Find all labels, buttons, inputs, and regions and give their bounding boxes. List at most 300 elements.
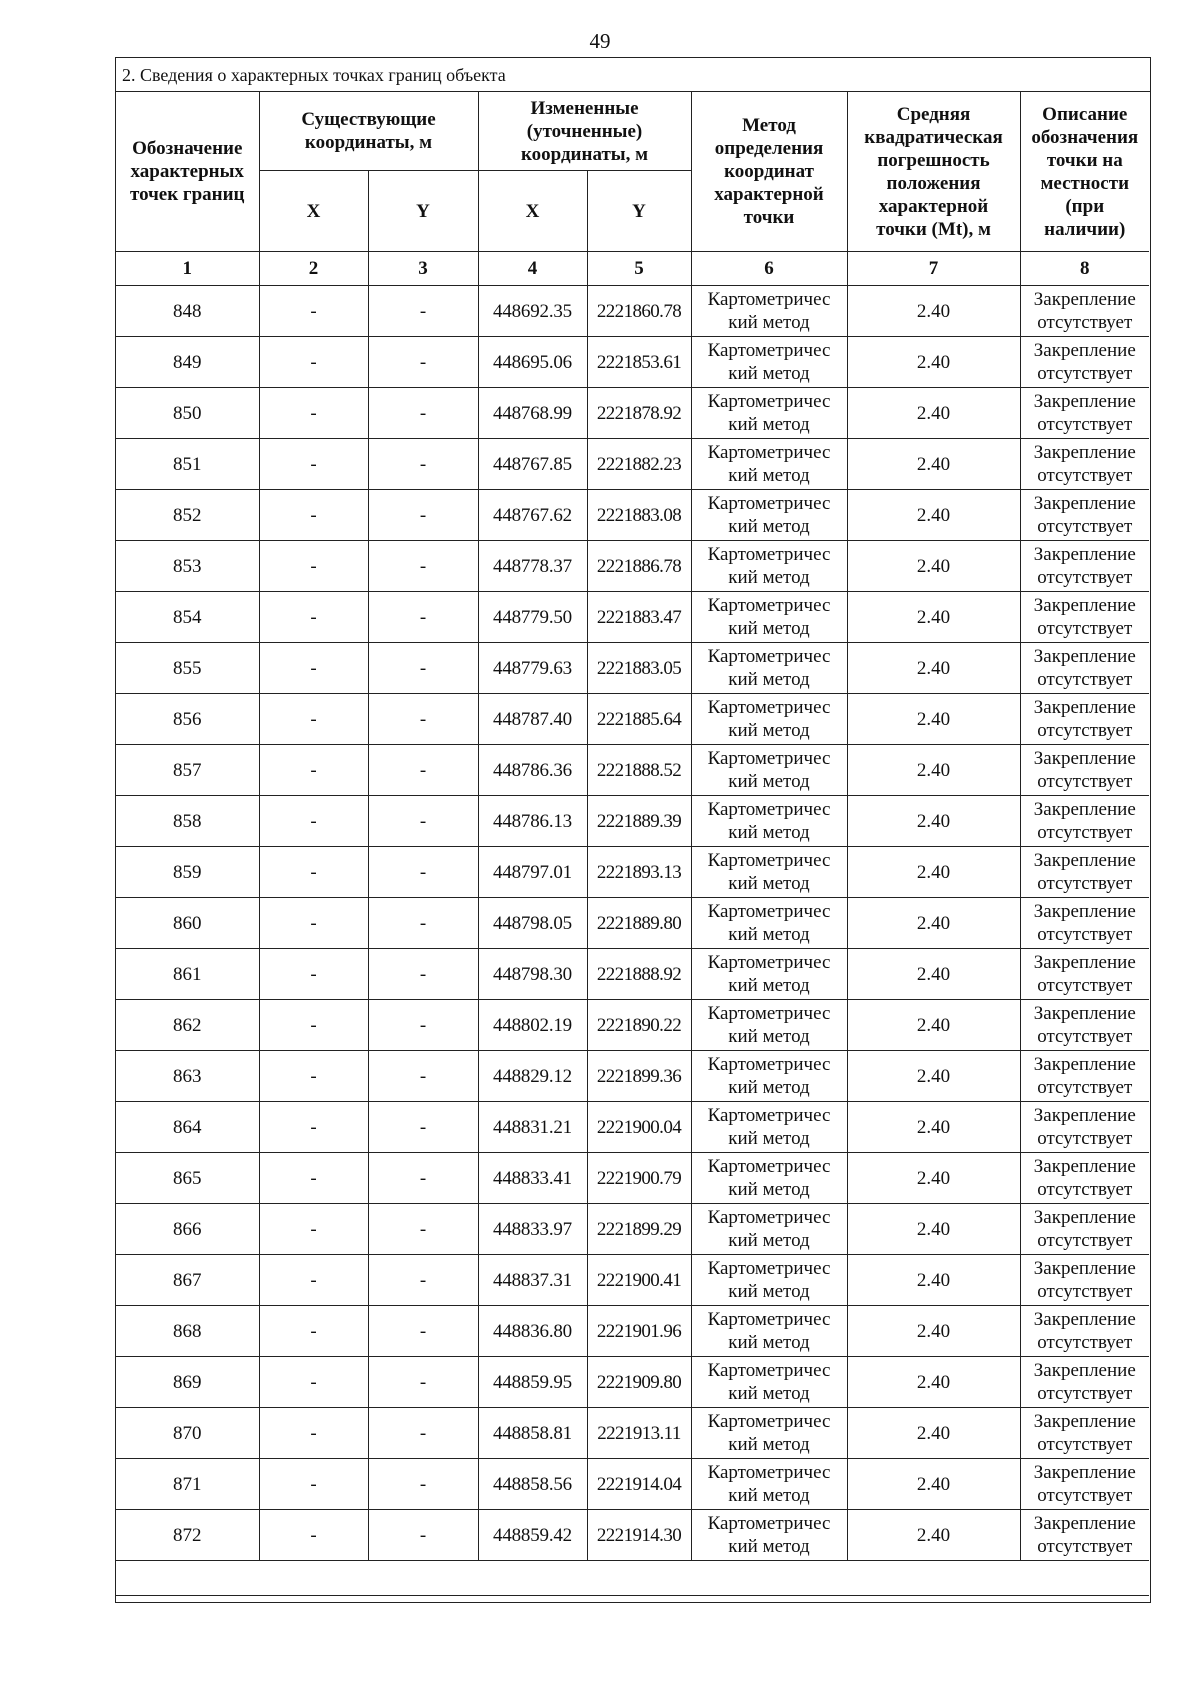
- cell-text-line: Картометричес: [707, 1003, 831, 1024]
- point-id-cell: 853: [116, 541, 259, 592]
- description-cell: [1020, 337, 1149, 388]
- point-id-cell: 865: [116, 1153, 259, 1204]
- existing-x-cell: -: [259, 643, 368, 694]
- cell-text-line: Закрепление: [1033, 391, 1136, 412]
- cell-text-line: кий метод: [728, 771, 810, 792]
- method-cell: [691, 1408, 847, 1459]
- point-id-cell: 857: [116, 745, 259, 796]
- cell-text-line: погрешность: [877, 149, 990, 171]
- cell-text-line: Картометричес: [707, 442, 831, 463]
- description-cell: [1020, 1459, 1149, 1510]
- existing-y-cell: -: [368, 1510, 478, 1561]
- existing-y-cell: -: [368, 1000, 478, 1051]
- changed-x-cell: 448831.21: [478, 1102, 587, 1153]
- method-cell: [691, 541, 847, 592]
- changed-y-cell: 2221878.92: [587, 388, 691, 439]
- error-cell: 2.40: [847, 898, 1020, 949]
- changed-x-cell: 448859.42: [478, 1510, 587, 1561]
- cell-text-line: Картометричес: [707, 1258, 831, 1279]
- existing-x-cell: -: [259, 1459, 368, 1510]
- existing-y-cell: -: [368, 1102, 478, 1153]
- cell-text-line: Картометричес: [707, 952, 831, 973]
- method-cell: [691, 1255, 847, 1306]
- changed-y-cell: 2221883.47: [587, 592, 691, 643]
- error-cell: 2.40: [847, 1000, 1020, 1051]
- existing-y-cell: -: [368, 1051, 478, 1102]
- column-number: 6: [691, 252, 847, 286]
- changed-y-cell: 2221899.29: [587, 1204, 691, 1255]
- description-cell: [1020, 490, 1149, 541]
- header-existing-x: X: [259, 171, 368, 252]
- cell-text-line: Средняя: [896, 103, 971, 125]
- existing-y-cell: -: [368, 898, 478, 949]
- error-cell: 2.40: [847, 949, 1020, 1000]
- cell-text-line: Картометричес: [707, 340, 831, 361]
- header-row-top: [116, 92, 1149, 171]
- method-cell: [691, 1204, 847, 1255]
- cell-text-line: Закрепление: [1033, 1258, 1136, 1279]
- existing-y-cell: -: [368, 286, 478, 337]
- table-row: [116, 490, 1149, 541]
- table-row: [116, 898, 1149, 949]
- description-cell: [1020, 1408, 1149, 1459]
- existing-y-cell: -: [368, 1153, 478, 1204]
- error-cell: 2.40: [847, 1255, 1020, 1306]
- changed-x-cell: 448768.99: [478, 388, 587, 439]
- existing-x-cell: -: [259, 286, 368, 337]
- description-cell: [1020, 898, 1149, 949]
- method-cell: [691, 1306, 847, 1357]
- cell-text-line: Картометричес: [707, 544, 831, 565]
- error-cell: 2.40: [847, 643, 1020, 694]
- cell-text-line: Закрепление: [1033, 1207, 1136, 1228]
- table-row: [116, 1255, 1149, 1306]
- point-id-cell: 855: [116, 643, 259, 694]
- cell-text-line: отсутствует: [1037, 1332, 1133, 1353]
- cell-text-line: отсутствует: [1037, 1536, 1133, 1557]
- cell-text-line: кий метод: [728, 414, 810, 435]
- cell-text-line: Картометричес: [707, 289, 831, 310]
- method-cell: [691, 694, 847, 745]
- changed-x-cell: 448779.63: [478, 643, 587, 694]
- description-cell: [1020, 1357, 1149, 1408]
- changed-y-cell: 2221914.04: [587, 1459, 691, 1510]
- cell-text-line: Закрепление: [1033, 901, 1136, 922]
- existing-x-cell: -: [259, 1102, 368, 1153]
- cell-text-line: точки (Mt), м: [876, 218, 991, 240]
- table-row: [116, 541, 1149, 592]
- existing-y-cell: -: [368, 847, 478, 898]
- cell-text-line: характерной: [878, 195, 989, 217]
- method-cell: [691, 286, 847, 337]
- cell-text-line: кий метод: [728, 822, 810, 843]
- cell-text-line: отсутствует: [1037, 1128, 1133, 1149]
- method-cell: [691, 388, 847, 439]
- changed-x-cell: 448786.13: [478, 796, 587, 847]
- point-id-cell: 868: [116, 1306, 259, 1357]
- cell-text-line: отсутствует: [1037, 516, 1133, 537]
- existing-y-cell: -: [368, 388, 478, 439]
- section-title: 2. Сведения о характерных точках границ объекта: [116, 58, 1150, 92]
- table-footer-row: [116, 1561, 1149, 1596]
- changed-x-cell: 448798.30: [478, 949, 587, 1000]
- existing-y-cell: -: [368, 745, 478, 796]
- method-cell: [691, 796, 847, 847]
- changed-x-cell: 448779.50: [478, 592, 587, 643]
- point-id-cell: 859: [116, 847, 259, 898]
- cell-text-line: отсутствует: [1037, 567, 1133, 588]
- column-number: 8: [1020, 252, 1149, 286]
- description-cell: [1020, 949, 1149, 1000]
- error-cell: 2.40: [847, 1153, 1020, 1204]
- error-cell: 2.40: [847, 388, 1020, 439]
- changed-x-cell: 448859.95: [478, 1357, 587, 1408]
- cell-text-line: кий метод: [728, 1077, 810, 1098]
- method-cell: [691, 1051, 847, 1102]
- cell-text-line: отсутствует: [1037, 1485, 1133, 1506]
- cell-text-line: кий метод: [728, 1281, 810, 1302]
- point-id-cell: 858: [116, 796, 259, 847]
- existing-y-cell: -: [368, 694, 478, 745]
- changed-x-cell: 448836.80: [478, 1306, 587, 1357]
- cell-text-line: (уточненные): [526, 120, 643, 142]
- cell-text-line: Описание: [1042, 103, 1128, 125]
- cell-text-line: Закрепление: [1033, 544, 1136, 565]
- cell-text-line: координаты, м: [520, 143, 649, 165]
- cell-text-line: отсутствует: [1037, 1434, 1133, 1455]
- method-cell: [691, 745, 847, 796]
- cell-text-line: кий метод: [728, 1128, 810, 1149]
- error-cell: 2.40: [847, 286, 1020, 337]
- table-row: [116, 286, 1149, 337]
- table-row: [116, 337, 1149, 388]
- changed-x-cell: 448837.31: [478, 1255, 587, 1306]
- changed-y-cell: 2221900.04: [587, 1102, 691, 1153]
- header-row-column-numbers: [116, 252, 1149, 286]
- description-cell: [1020, 847, 1149, 898]
- cell-text-line: кий метод: [728, 465, 810, 486]
- existing-y-cell: -: [368, 643, 478, 694]
- cell-text-line: Закрепление: [1033, 493, 1136, 514]
- cell-text-line: отсутствует: [1037, 414, 1133, 435]
- header-existing-y: Y: [368, 171, 478, 252]
- changed-x-cell: 448833.97: [478, 1204, 587, 1255]
- changed-x-cell: 448786.36: [478, 745, 587, 796]
- point-id-cell: 864: [116, 1102, 259, 1153]
- changed-y-cell: 2221889.80: [587, 898, 691, 949]
- changed-y-cell: 2221913.11: [587, 1408, 691, 1459]
- description-cell: [1020, 796, 1149, 847]
- method-cell: [691, 1510, 847, 1561]
- changed-x-cell: 448829.12: [478, 1051, 587, 1102]
- table-row: [116, 643, 1149, 694]
- header-changed-y: Y: [587, 171, 691, 252]
- changed-y-cell: 2221888.52: [587, 745, 691, 796]
- description-cell: [1020, 1153, 1149, 1204]
- existing-x-cell: -: [259, 541, 368, 592]
- column-number: 7: [847, 252, 1020, 286]
- cell-text-line: кий метод: [728, 975, 810, 996]
- cell-text-line: отсутствует: [1037, 924, 1133, 945]
- coordinates-sheet: [115, 57, 1151, 1603]
- error-cell: 2.40: [847, 1204, 1020, 1255]
- cell-text-line: отсутствует: [1037, 720, 1133, 741]
- description-cell: [1020, 745, 1149, 796]
- cell-text-line: квадратическая: [864, 126, 1003, 148]
- cell-text-line: положения: [886, 172, 981, 194]
- changed-y-cell: 2221883.05: [587, 643, 691, 694]
- table-row: [116, 694, 1149, 745]
- description-cell: [1020, 1306, 1149, 1357]
- changed-y-cell: 2221899.36: [587, 1051, 691, 1102]
- column-number: 1: [116, 252, 259, 286]
- existing-x-cell: -: [259, 388, 368, 439]
- changed-y-cell: 2221886.78: [587, 541, 691, 592]
- cell-text-line: точки: [743, 207, 795, 228]
- cell-text-line: отсутствует: [1037, 1179, 1133, 1200]
- cell-text-line: Закрепление: [1033, 1054, 1136, 1075]
- cell-text-line: кий метод: [728, 1179, 810, 1200]
- error-cell: 2.40: [847, 1306, 1020, 1357]
- cell-text-line: Закрепление: [1033, 850, 1136, 871]
- cell-text-line: Картометричес: [707, 493, 831, 514]
- point-id-cell: 871: [116, 1459, 259, 1510]
- cell-text-line: Закрепление: [1033, 1360, 1136, 1381]
- cell-text-line: отсутствует: [1037, 312, 1133, 333]
- changed-y-cell: 2221860.78: [587, 286, 691, 337]
- changed-x-cell: 448802.19: [478, 1000, 587, 1051]
- header-mean-square-error: [847, 92, 1020, 252]
- header-designation: [116, 92, 259, 252]
- cell-text-line: Закрепление: [1033, 340, 1136, 361]
- description-cell: [1020, 1204, 1149, 1255]
- page-number: 49: [589, 29, 611, 53]
- table-row: [116, 1000, 1149, 1051]
- existing-x-cell: -: [259, 592, 368, 643]
- point-id-cell: 860: [116, 898, 259, 949]
- changed-y-cell: 2221914.30: [587, 1510, 691, 1561]
- existing-y-cell: -: [368, 949, 478, 1000]
- cell-text-line: отсутствует: [1037, 1230, 1133, 1251]
- changed-y-cell: 2221885.64: [587, 694, 691, 745]
- existing-y-cell: -: [368, 1459, 478, 1510]
- table-row: [116, 745, 1149, 796]
- cell-text-line: определения: [714, 138, 824, 159]
- table-row: [116, 1357, 1149, 1408]
- changed-y-cell: 2221900.79: [587, 1153, 691, 1204]
- existing-x-cell: -: [259, 949, 368, 1000]
- existing-y-cell: -: [368, 439, 478, 490]
- cell-text-line: Закрепление: [1033, 442, 1136, 463]
- description-cell: [1020, 541, 1149, 592]
- cell-text-line: Закрепление: [1033, 1411, 1136, 1432]
- cell-text-line: Картометричес: [707, 850, 831, 871]
- description-cell: [1020, 1000, 1149, 1051]
- changed-x-cell: 448767.85: [478, 439, 587, 490]
- existing-x-cell: -: [259, 1510, 368, 1561]
- error-cell: 2.40: [847, 745, 1020, 796]
- existing-x-cell: -: [259, 1357, 368, 1408]
- existing-x-cell: -: [259, 1204, 368, 1255]
- cell-text-line: Картометричес: [707, 1156, 831, 1177]
- cell-text-line: Закрепление: [1033, 748, 1136, 769]
- point-id-cell: 872: [116, 1510, 259, 1561]
- error-cell: 2.40: [847, 1408, 1020, 1459]
- point-id-cell: 849: [116, 337, 259, 388]
- changed-x-cell: 448858.56: [478, 1459, 587, 1510]
- changed-x-cell: 448797.01: [478, 847, 587, 898]
- cell-text-line: кий метод: [728, 1026, 810, 1047]
- cell-text-line: Закрепление: [1033, 1462, 1136, 1483]
- existing-y-cell: -: [368, 337, 478, 388]
- cell-text-line: Картометричес: [707, 1309, 831, 1330]
- cell-text-line: обозначения: [1031, 126, 1139, 148]
- point-id-cell: 867: [116, 1255, 259, 1306]
- changed-x-cell: 448692.35: [478, 286, 587, 337]
- table-row: [116, 796, 1149, 847]
- existing-x-cell: -: [259, 1408, 368, 1459]
- point-id-cell: 862: [116, 1000, 259, 1051]
- error-cell: 2.40: [847, 490, 1020, 541]
- cell-text-line: кий метод: [728, 1383, 810, 1404]
- changed-y-cell: 2221900.41: [587, 1255, 691, 1306]
- cell-text-line: Закрепление: [1033, 1003, 1136, 1024]
- error-cell: 2.40: [847, 439, 1020, 490]
- description-cell: [1020, 1510, 1149, 1561]
- point-id-cell: 852: [116, 490, 259, 541]
- existing-x-cell: -: [259, 796, 368, 847]
- header-changed-coordinates: [478, 92, 691, 171]
- existing-x-cell: -: [259, 490, 368, 541]
- cell-text-line: Картометричес: [707, 799, 831, 820]
- cell-text-line: Закрепление: [1033, 1513, 1136, 1534]
- empty-footer-cell: [116, 1561, 1149, 1596]
- cell-text-line: (при: [1065, 195, 1105, 217]
- column-number: 3: [368, 252, 478, 286]
- cell-text-line: Картометричес: [707, 646, 831, 667]
- table-row: [116, 592, 1149, 643]
- cell-text-line: отсутствует: [1037, 669, 1133, 690]
- changed-y-cell: 2221890.22: [587, 1000, 691, 1051]
- cell-text-line: кий метод: [728, 1332, 810, 1353]
- cell-text-line: кий метод: [728, 1485, 810, 1506]
- cell-text-line: Существующие: [301, 109, 436, 130]
- existing-x-cell: -: [259, 1153, 368, 1204]
- cell-text-line: характерных: [130, 161, 244, 182]
- cell-text-line: наличии): [1044, 218, 1126, 240]
- cell-text-line: отсутствует: [1037, 873, 1133, 894]
- existing-x-cell: -: [259, 1306, 368, 1357]
- cell-text-line: кий метод: [728, 669, 810, 690]
- table-body: [116, 286, 1149, 1561]
- cell-text-line: отсутствует: [1037, 618, 1133, 639]
- method-cell: [691, 337, 847, 388]
- cell-text-line: Закрепление: [1033, 595, 1136, 616]
- changed-x-cell: 448778.37: [478, 541, 587, 592]
- existing-y-cell: -: [368, 1408, 478, 1459]
- cell-text-line: точек границ: [130, 184, 245, 205]
- existing-x-cell: -: [259, 898, 368, 949]
- method-cell: [691, 643, 847, 694]
- method-cell: [691, 1153, 847, 1204]
- error-cell: 2.40: [847, 337, 1020, 388]
- table-row: [116, 847, 1149, 898]
- existing-y-cell: -: [368, 1306, 478, 1357]
- cell-text-line: отсутствует: [1037, 1077, 1133, 1098]
- cell-text-line: кий метод: [728, 924, 810, 945]
- table-row: [116, 1306, 1149, 1357]
- cell-text-line: кий метод: [728, 720, 810, 741]
- description-cell: [1020, 1102, 1149, 1153]
- changed-x-cell: 448767.62: [478, 490, 587, 541]
- description-cell: [1020, 388, 1149, 439]
- cell-text-line: Закрепление: [1033, 289, 1136, 310]
- cell-text-line: Картометричес: [707, 697, 831, 718]
- cell-text-line: отсутствует: [1037, 975, 1133, 996]
- header-method: [691, 92, 847, 252]
- description-cell: [1020, 643, 1149, 694]
- error-cell: 2.40: [847, 1510, 1020, 1561]
- cell-text-line: кий метод: [728, 618, 810, 639]
- cell-text-line: Картометричес: [707, 1207, 831, 1228]
- table-row: [116, 949, 1149, 1000]
- cell-text-line: Закрепление: [1033, 1156, 1136, 1177]
- cell-text-line: отсутствует: [1037, 1383, 1133, 1404]
- existing-x-cell: -: [259, 847, 368, 898]
- existing-y-cell: -: [368, 1357, 478, 1408]
- cell-text-line: Обозначение: [132, 138, 243, 159]
- cell-text-line: координаты, м: [304, 132, 433, 153]
- cell-text-line: координат: [724, 161, 814, 182]
- changed-x-cell: 448858.81: [478, 1408, 587, 1459]
- existing-x-cell: -: [259, 1000, 368, 1051]
- point-id-cell: 854: [116, 592, 259, 643]
- cell-text-line: Картометричес: [707, 595, 831, 616]
- cell-text-line: отсутствует: [1037, 465, 1133, 486]
- cell-text-line: Картометричес: [707, 748, 831, 769]
- description-cell: [1020, 286, 1149, 337]
- existing-y-cell: -: [368, 541, 478, 592]
- table-row: [116, 1204, 1149, 1255]
- method-cell: [691, 898, 847, 949]
- point-id-cell: 863: [116, 1051, 259, 1102]
- error-cell: 2.40: [847, 694, 1020, 745]
- header-description: [1020, 92, 1149, 252]
- table-row: [116, 388, 1149, 439]
- method-cell: [691, 847, 847, 898]
- cell-text-line: Картометричес: [707, 1105, 831, 1126]
- cell-text-line: Картометричес: [707, 391, 831, 412]
- column-number: 2: [259, 252, 368, 286]
- description-cell: [1020, 439, 1149, 490]
- error-cell: 2.40: [847, 541, 1020, 592]
- cell-text-line: отсутствует: [1037, 822, 1133, 843]
- table-row: [116, 1051, 1149, 1102]
- cell-text-line: кий метод: [728, 873, 810, 894]
- cell-text-line: Закрепление: [1033, 697, 1136, 718]
- header-existing-coordinates: [259, 92, 478, 171]
- changed-y-cell: 2221883.08: [587, 490, 691, 541]
- point-id-cell: 869: [116, 1357, 259, 1408]
- cell-text-line: кий метод: [728, 312, 810, 333]
- existing-y-cell: -: [368, 1255, 478, 1306]
- changed-x-cell: 448833.41: [478, 1153, 587, 1204]
- description-cell: [1020, 1255, 1149, 1306]
- description-cell: [1020, 694, 1149, 745]
- existing-y-cell: -: [368, 592, 478, 643]
- cell-text-line: кий метод: [728, 1230, 810, 1251]
- point-id-cell: 870: [116, 1408, 259, 1459]
